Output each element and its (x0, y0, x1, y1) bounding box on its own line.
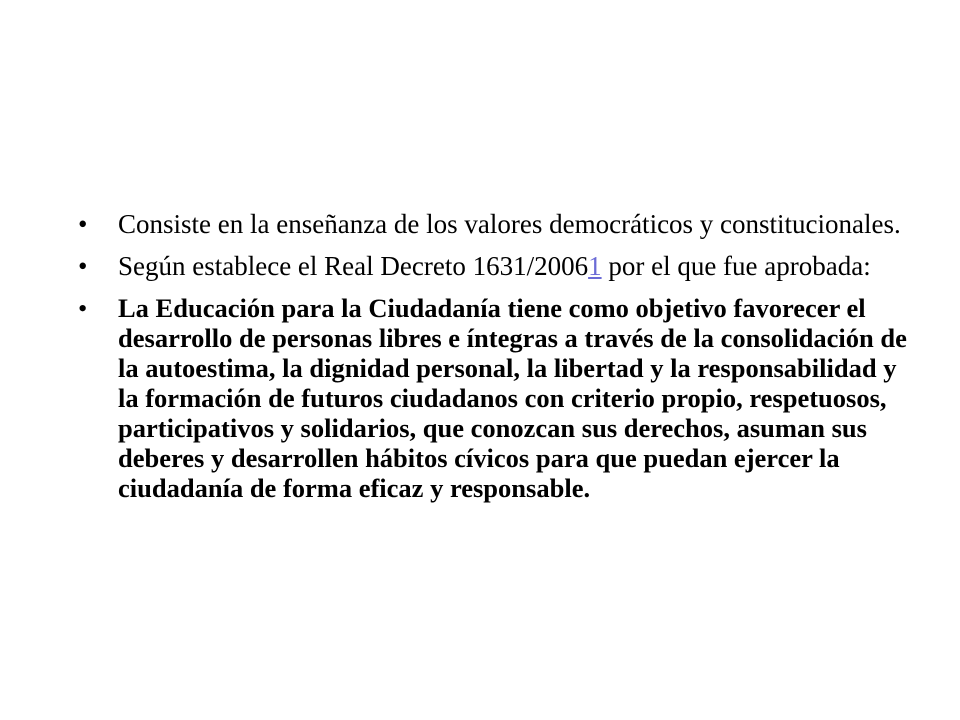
bullet-marker: • (78, 209, 88, 239)
bullet-item-objective (78, 293, 918, 503)
bullet-text: Consiste en la enseñanza de los valores democráticos y constitucionales. (118, 209, 901, 239)
bullet-item-definition (78, 209, 918, 239)
footnote-link[interactable]: 1 (588, 251, 602, 281)
bullet-marker: • (78, 251, 88, 281)
bullet-text-before: Según establece el Real Decreto 1631/2006 (118, 251, 589, 281)
bullet-item-decree (78, 251, 918, 281)
bullet-list (78, 209, 918, 503)
bullet-text-after: por el que fue aprobada: (601, 251, 871, 281)
bullet-marker: • (78, 293, 88, 323)
bullet-text: La Educación para la Ciudadanía tiene como objetivo favorecer el desarrollo de personas libres e íntegras a través de la consolidación de la autoestima, la dignidad personal, la libertad y la responsabilidad y la formación de futuros ciudadanos con criterio propio, respetuosos, participativos y solidarios, que conozcan sus derechos, asuman sus deberes y desarrollen hábitos cívicos para que puedan ejercer la ciudadanía de forma eficaz y responsable. (118, 293, 907, 503)
